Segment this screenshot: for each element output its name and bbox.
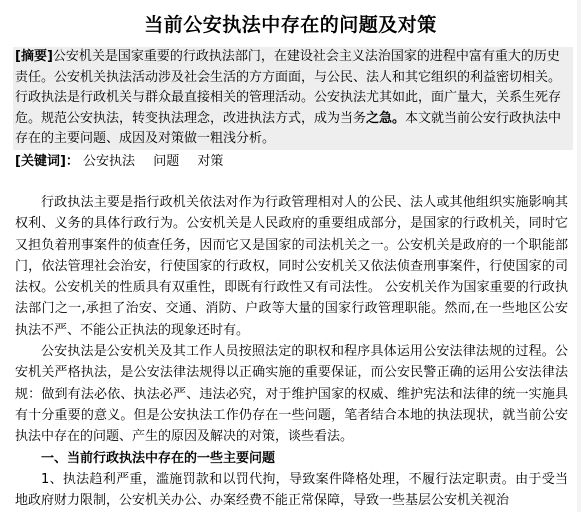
body-paragraph: 1、执法趋利严重，滥施罚款和以罚代拘，导致案件降格处理，不履行法定职责。由于受当地政府财力限制，公安机关办公、办案经费不能正常保障，导致一些基层公安机关视治 xyxy=(15,471,568,509)
abstract-emphasis: 之急。 xyxy=(366,110,406,126)
scrollbar[interactable] xyxy=(577,0,581,512)
body-text xyxy=(15,192,568,511)
keyword-item: 问题 xyxy=(153,154,180,169)
keywords-line xyxy=(15,152,571,172)
abstract-text-end: 本文就当前公安行政执法中存在的主要问题、成因及对策做一粗浅分析。 xyxy=(15,110,562,147)
body-paragraph: 公安执法是公安机关及其工作人员按照法定的职权和程序具体运用公安法律法规的过程。公安机关严格执法，是公安法律法规得以正确实施的重要保证，而公安民警正确的运用公安法律法规：做到有法必依、执法必严、违法必究，对于维护国家的权威、维护宪法和法律的统一实施具有十分重要的意义。但是公安执法工作仍存在一些问题，笔者结合本地的执法现状，就当前公安执法中存在的问题、产生的原因及解决的对策，谈些看法。 xyxy=(15,344,568,445)
keywords-tag: [关键词]： xyxy=(15,154,79,169)
body-paragraph: 行政执法主要是指行政机关依法对作为行政管理相对人的公民、法人或其他组织实施影响其权利、义务的具体行政行为。公安机关是人民政府的重要组成部分，是国家的行政机关，同时它又担负着刑事案件的侦查任务，因而它又是国家的司法机关之一。公安机关是政府的一个职能部门，依法管理社会治安，行使国家的行政权，同时公安机关又依法侦查刑事案件，行使国家的司法权。公安机关的性质具有双重性，即既有行政性又有司法性。 公安机关作为国家重要的行政执法部门之一,承担了治安、交通、消防、户政等大量的国家行政管理职能。然而,在一些地区公安执法不严、不能公正执法的现象还时有。 xyxy=(15,195,568,338)
document-title: 当前公安执法中存在的问题及对策 xyxy=(144,14,437,36)
abstract-text: 公安机关是国家重要的行政执法部门，在建设社会主义法治国家的进程中富有重大的历史责任。公安机关执法活动涉及社会生活的方方面面，与公民、法人和其它组织的利益密切相关。行政执法是行政机关与群众最直接相关的管理活动。公安执法尤其如此，面广量大，关系生死存危。规范公安执法，转变执法理念，改进执法方式，成为当务 xyxy=(15,49,562,126)
keyword-item: 公安执法 xyxy=(83,154,136,169)
abstract-block xyxy=(13,47,573,150)
abstract-tag: [摘要] xyxy=(15,49,53,64)
section-heading: 一、当前行政执法中存在的一些主要问题 xyxy=(41,450,276,466)
keyword-item: 对策 xyxy=(197,154,224,169)
